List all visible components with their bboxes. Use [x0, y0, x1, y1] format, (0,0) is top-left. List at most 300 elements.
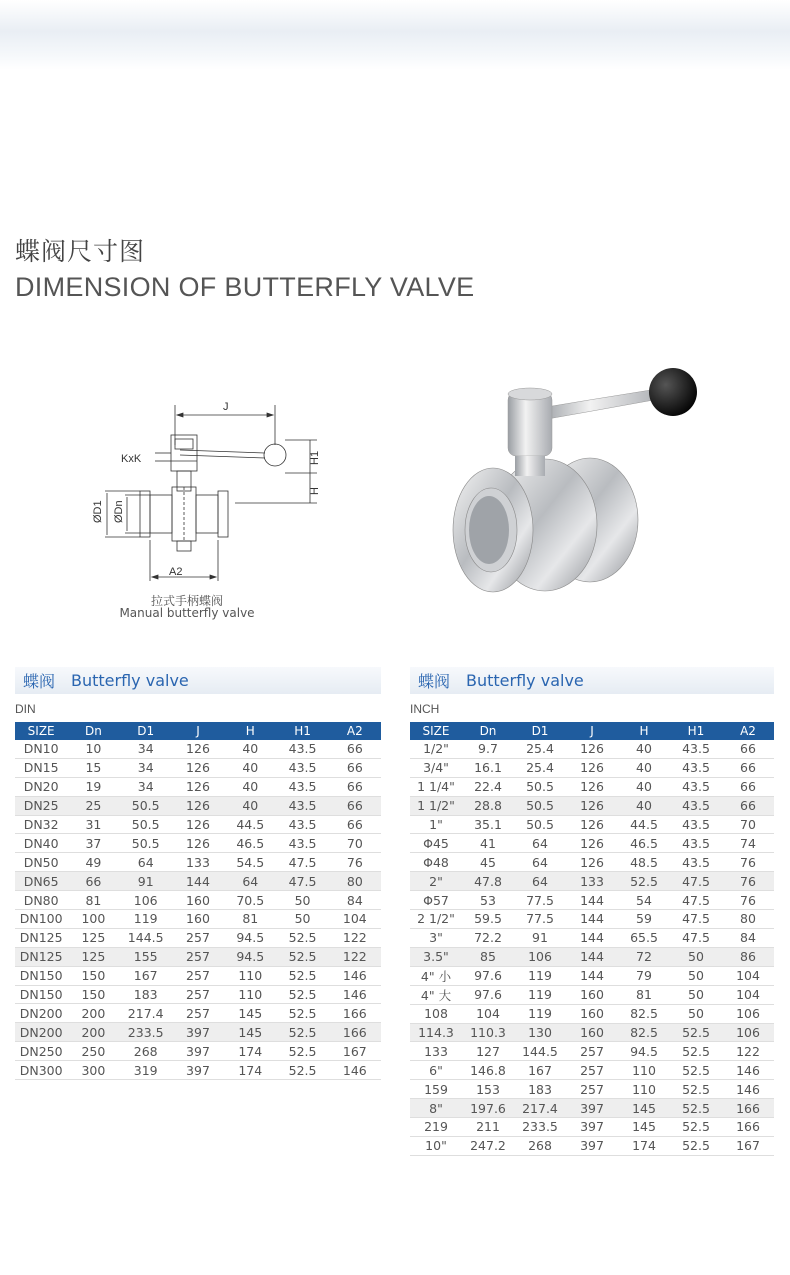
- din-dimension-table: [15, 722, 381, 1080]
- table-cell: 43.5: [670, 796, 722, 815]
- table-cell: DN125: [15, 947, 67, 966]
- table-cell: 66: [329, 777, 381, 796]
- table-cell: 268: [514, 1136, 566, 1155]
- table-cell: 167: [514, 1061, 566, 1080]
- table-cell: 52.5: [276, 966, 328, 985]
- table-cell: 72.2: [462, 928, 514, 947]
- table-cell: 397: [172, 1023, 224, 1042]
- table-row: [410, 947, 774, 966]
- table-cell: 50: [276, 910, 328, 929]
- table-cell: 6": [410, 1061, 462, 1080]
- table-cell: DN250: [15, 1042, 67, 1061]
- table-cell: 47.5: [276, 853, 328, 872]
- table-cell: 133: [410, 1042, 462, 1061]
- din-standard-label: DIN: [15, 702, 36, 716]
- table-cell: 44.5: [618, 815, 670, 834]
- inch-standard-label: INCH: [410, 702, 440, 716]
- table-row: [410, 1004, 774, 1023]
- table-cell: 106: [120, 891, 172, 910]
- table-cell: 46.5: [224, 834, 276, 853]
- table-cell: 50: [670, 985, 722, 1004]
- column-header: A2: [329, 722, 381, 740]
- table-cell: Φ48: [410, 853, 462, 872]
- table-cell: 66: [329, 815, 381, 834]
- table-cell: 16.1: [462, 758, 514, 777]
- table-cell: 110: [618, 1061, 670, 1080]
- table-cell: 122: [722, 1042, 774, 1061]
- table-row: [15, 796, 381, 815]
- column-header: D1: [514, 722, 566, 740]
- table-cell: 1/2": [410, 740, 462, 758]
- table-row: [410, 740, 774, 758]
- table-cell: 84: [329, 891, 381, 910]
- table-row: [410, 834, 774, 853]
- table-cell: 106: [722, 1004, 774, 1023]
- table-cell: 197.6: [462, 1099, 514, 1118]
- din-table-title-en: Butterfly valve: [71, 671, 189, 690]
- table-row: [410, 815, 774, 834]
- column-header: H1: [276, 722, 328, 740]
- top-banner: [0, 0, 790, 70]
- table-cell: 10": [410, 1136, 462, 1155]
- table-row: [410, 1099, 774, 1118]
- column-header: H: [618, 722, 670, 740]
- table-cell: 150: [67, 966, 119, 985]
- table-cell: 52.5: [670, 1136, 722, 1155]
- table-cell: 166: [329, 1023, 381, 1042]
- table-cell: 8": [410, 1099, 462, 1118]
- table-cell: 126: [172, 740, 224, 758]
- table-cell: 43.5: [276, 796, 328, 815]
- column-header: Dn: [462, 722, 514, 740]
- table-cell: 160: [566, 985, 618, 1004]
- table-cell: 144: [566, 947, 618, 966]
- table-row: [410, 1080, 774, 1099]
- table-cell: DN32: [15, 815, 67, 834]
- table-cell: 108: [410, 1004, 462, 1023]
- page-title-en: DIMENSION OF BUTTERFLY VALVE: [15, 272, 475, 302]
- table-cell: 126: [172, 777, 224, 796]
- column-header: Dn: [67, 722, 119, 740]
- table-cell: 40: [618, 796, 670, 815]
- table-cell: 119: [120, 910, 172, 929]
- table-cell: 80: [329, 872, 381, 891]
- table-cell: 126: [566, 740, 618, 758]
- table-cell: 145: [618, 1099, 670, 1118]
- table-cell: 52.5: [670, 1099, 722, 1118]
- table-row: [15, 853, 381, 872]
- table-cell: DN125: [15, 928, 67, 947]
- table-cell: 233.5: [120, 1023, 172, 1042]
- table-cell: 34: [120, 758, 172, 777]
- table-cell: 183: [514, 1080, 566, 1099]
- table-cell: 52.5: [276, 1042, 328, 1061]
- table-cell: 70.5: [224, 891, 276, 910]
- table-cell: 52.5: [276, 1023, 328, 1042]
- table-cell: 1 1/4": [410, 777, 462, 796]
- table-cell: 257: [172, 966, 224, 985]
- table-cell: 133: [566, 872, 618, 891]
- table-cell: 79: [618, 966, 670, 985]
- table-cell: 257: [566, 1061, 618, 1080]
- table-cell: 122: [329, 947, 381, 966]
- table-cell: 104: [329, 910, 381, 929]
- table-cell: 54.5: [224, 853, 276, 872]
- table-cell: 219: [410, 1118, 462, 1137]
- table-cell: 40: [618, 740, 670, 758]
- table-cell: 126: [566, 758, 618, 777]
- table-cell: 145: [224, 1023, 276, 1042]
- table-cell: 126: [566, 834, 618, 853]
- table-cell: 64: [514, 853, 566, 872]
- table-row: [410, 966, 774, 985]
- table-cell: 50.5: [120, 796, 172, 815]
- din-table-header: [15, 667, 381, 694]
- table-cell: 257: [172, 1004, 224, 1023]
- table-cell: DN200: [15, 1023, 67, 1042]
- table-cell: 144.5: [120, 928, 172, 947]
- table-cell: 160: [566, 1023, 618, 1042]
- table-cell: 257: [172, 947, 224, 966]
- table-cell: 91: [514, 928, 566, 947]
- table-row: [410, 928, 774, 947]
- table-cell: 43.5: [670, 740, 722, 758]
- table-cell: 43.5: [670, 777, 722, 796]
- table-row: [410, 872, 774, 891]
- table-cell: DN10: [15, 740, 67, 758]
- table-row: [410, 910, 774, 929]
- table-cell: 110: [224, 966, 276, 985]
- table-cell: 257: [566, 1042, 618, 1061]
- table-cell: 146: [329, 1061, 381, 1080]
- table-cell: 2 1/2": [410, 910, 462, 929]
- table-cell: 31: [67, 815, 119, 834]
- table-cell: 144: [566, 966, 618, 985]
- table-cell: 66: [329, 758, 381, 777]
- table-row: [15, 815, 381, 834]
- dim-label-h: H: [309, 487, 321, 495]
- table-row: [410, 777, 774, 796]
- table-cell: 28.8: [462, 796, 514, 815]
- table-cell: 160: [172, 891, 224, 910]
- table-cell: 397: [566, 1118, 618, 1137]
- table-row: [410, 758, 774, 777]
- table-cell: 126: [172, 796, 224, 815]
- table-cell: 43.5: [276, 740, 328, 758]
- din-table-title-cn: 蝶阀: [23, 672, 56, 691]
- table-cell: 127: [462, 1042, 514, 1061]
- table-cell: 52.5: [276, 947, 328, 966]
- diagram-caption-cn: 拉式手柄蝶阀: [150, 594, 223, 608]
- table-row: [15, 1061, 381, 1080]
- table-cell: 130: [514, 1023, 566, 1042]
- table-row: [410, 985, 774, 1004]
- table-cell: 43.5: [670, 758, 722, 777]
- table-cell: 52.5: [670, 1042, 722, 1061]
- table-cell: 126: [172, 758, 224, 777]
- table-cell: 2": [410, 872, 462, 891]
- table-cell: DN25: [15, 796, 67, 815]
- table-cell: 52.5: [670, 1023, 722, 1042]
- table-cell: 217.4: [514, 1099, 566, 1118]
- table-cell: 40: [224, 796, 276, 815]
- table-cell: 319: [120, 1061, 172, 1080]
- table-cell: 84: [722, 928, 774, 947]
- table-cell: 15: [67, 758, 119, 777]
- table-cell: 217.4: [120, 1004, 172, 1023]
- table-cell: 52.5: [670, 1118, 722, 1137]
- dim-label-h1: H1: [309, 450, 321, 465]
- table-cell: 250: [67, 1042, 119, 1061]
- table-row: [410, 853, 774, 872]
- table-cell: 47.5: [670, 872, 722, 891]
- table-cell: 64: [514, 834, 566, 853]
- table-cell: 4" 大: [410, 985, 462, 1004]
- table-cell: 66: [722, 758, 774, 777]
- table-cell: 66: [67, 872, 119, 891]
- table-cell: 82.5: [618, 1004, 670, 1023]
- table-cell: 1 1/2": [410, 796, 462, 815]
- table-cell: DN80: [15, 891, 67, 910]
- table-row: [410, 796, 774, 815]
- table-row: [15, 1042, 381, 1061]
- table-cell: 82.5: [618, 1023, 670, 1042]
- table-cell: 126: [566, 796, 618, 815]
- inch-table-header: [410, 667, 774, 694]
- table-cell: 146: [329, 966, 381, 985]
- table-cell: Φ45: [410, 834, 462, 853]
- table-cell: 43.5: [670, 853, 722, 872]
- table-row: [410, 1042, 774, 1061]
- table-cell: 70: [722, 815, 774, 834]
- table-cell: 47.5: [670, 891, 722, 910]
- table-cell: 53: [462, 891, 514, 910]
- table-cell: 64: [120, 853, 172, 872]
- table-cell: 146: [722, 1080, 774, 1099]
- table-cell: 97.6: [462, 985, 514, 1004]
- table-cell: 200: [67, 1004, 119, 1023]
- table-cell: 59.5: [462, 910, 514, 929]
- table-cell: 77.5: [514, 910, 566, 929]
- table-cell: 76: [722, 891, 774, 910]
- table-cell: 47.5: [670, 910, 722, 929]
- table-cell: 76: [722, 872, 774, 891]
- dim-label-d1: ØD1: [92, 500, 104, 523]
- table-cell: 74: [722, 834, 774, 853]
- column-header: J: [172, 722, 224, 740]
- table-row: [410, 1118, 774, 1137]
- table-cell: 397: [566, 1136, 618, 1155]
- table-cell: 52.5: [276, 928, 328, 947]
- table-cell: 146: [329, 985, 381, 1004]
- column-header: H: [224, 722, 276, 740]
- table-row: [15, 985, 381, 1004]
- table-cell: 233.5: [514, 1118, 566, 1137]
- table-cell: 43.5: [276, 815, 328, 834]
- table-cell: 43.5: [276, 758, 328, 777]
- table-cell: DN15: [15, 758, 67, 777]
- table-cell: 167: [722, 1136, 774, 1155]
- table-cell: 133: [172, 853, 224, 872]
- table-cell: 126: [566, 853, 618, 872]
- table-row: [15, 891, 381, 910]
- table-cell: 119: [514, 985, 566, 1004]
- table-cell: 159: [410, 1080, 462, 1099]
- table-cell: 200: [67, 1023, 119, 1042]
- inch-dimension-table: [410, 722, 774, 1156]
- table-cell: 300: [67, 1061, 119, 1080]
- table-cell: 144.5: [514, 1042, 566, 1061]
- table-cell: 268: [120, 1042, 172, 1061]
- table-cell: 104: [722, 985, 774, 1004]
- table-row: [15, 1004, 381, 1023]
- table-cell: 35.1: [462, 815, 514, 834]
- table-cell: 52.5: [670, 1080, 722, 1099]
- table-cell: 50.5: [514, 777, 566, 796]
- table-cell: 81: [618, 985, 670, 1004]
- table-cell: 47.5: [276, 872, 328, 891]
- table-row: [410, 891, 774, 910]
- table-cell: 50.5: [514, 796, 566, 815]
- table-cell: 48.5: [618, 853, 670, 872]
- table-cell: 66: [329, 740, 381, 758]
- table-cell: 44.5: [224, 815, 276, 834]
- table-row: [15, 966, 381, 985]
- table-row: [15, 834, 381, 853]
- page-title-cn: 蝶阀尺寸图: [15, 237, 146, 266]
- table-row: [15, 1023, 381, 1042]
- table-cell: 247.2: [462, 1136, 514, 1155]
- column-header: J: [566, 722, 618, 740]
- table-cell: 54: [618, 891, 670, 910]
- table-cell: 122: [329, 928, 381, 947]
- table-cell: 43.5: [276, 777, 328, 796]
- table-cell: 4" 小: [410, 966, 462, 985]
- table-cell: 397: [566, 1099, 618, 1118]
- table-cell: 106: [722, 1023, 774, 1042]
- table-cell: 41: [462, 834, 514, 853]
- table-cell: 150: [67, 985, 119, 1004]
- table-row: [15, 872, 381, 891]
- table-cell: 167: [120, 966, 172, 985]
- table-cell: 110: [618, 1080, 670, 1099]
- table-cell: 166: [722, 1099, 774, 1118]
- table-cell: 40: [224, 740, 276, 758]
- table-cell: 126: [566, 815, 618, 834]
- table-cell: 52.5: [276, 985, 328, 1004]
- column-header: SIZE: [15, 722, 67, 740]
- table-cell: 9.7: [462, 740, 514, 758]
- table-cell: 106: [514, 947, 566, 966]
- table-cell: 34: [120, 777, 172, 796]
- table-cell: 52.5: [670, 1061, 722, 1080]
- table-row: [15, 758, 381, 777]
- table-cell: DN40: [15, 834, 67, 853]
- table-cell: 145: [224, 1004, 276, 1023]
- table-row: [15, 777, 381, 796]
- table-cell: 160: [566, 1004, 618, 1023]
- table-cell: 110.3: [462, 1023, 514, 1042]
- table-cell: 50: [670, 966, 722, 985]
- table-cell: 119: [514, 966, 566, 985]
- table-cell: 144: [566, 891, 618, 910]
- table-cell: 126: [172, 815, 224, 834]
- din-table-block: [15, 667, 381, 1080]
- table-cell: 76: [722, 853, 774, 872]
- table-cell: 91: [120, 872, 172, 891]
- table-cell: DN150: [15, 985, 67, 1004]
- table-cell: 52.5: [618, 872, 670, 891]
- table-cell: 397: [172, 1061, 224, 1080]
- table-row: [410, 1023, 774, 1042]
- inch-table-title-cn: 蝶阀: [418, 672, 451, 691]
- table-cell: 66: [722, 740, 774, 758]
- table-cell: 3/4": [410, 758, 462, 777]
- table-cell: 25.4: [514, 758, 566, 777]
- table-cell: 46.5: [618, 834, 670, 853]
- inch-table-block: [410, 667, 774, 1156]
- butterfly-valve-photo: [445, 360, 715, 600]
- table-cell: 126: [172, 834, 224, 853]
- table-cell: 49: [67, 853, 119, 872]
- table-cell: 104: [462, 1004, 514, 1023]
- table-cell: 144: [566, 928, 618, 947]
- table-cell: 94.5: [224, 928, 276, 947]
- valve-dimension-drawing: [85, 395, 325, 625]
- table-cell: 25: [67, 796, 119, 815]
- table-row: [15, 910, 381, 929]
- table-cell: 50.5: [120, 815, 172, 834]
- table-row: [410, 1061, 774, 1080]
- table-cell: 146: [722, 1061, 774, 1080]
- table-cell: 126: [566, 777, 618, 796]
- table-cell: 153: [462, 1080, 514, 1099]
- dim-label-a2: A2: [169, 566, 183, 578]
- table-row: [15, 740, 381, 758]
- table-cell: 66: [722, 777, 774, 796]
- table-cell: 50.5: [514, 815, 566, 834]
- table-cell: 64: [514, 872, 566, 891]
- table-cell: 166: [329, 1004, 381, 1023]
- table-cell: 43.5: [670, 815, 722, 834]
- table-cell: DN50: [15, 853, 67, 872]
- table-cell: 167: [329, 1042, 381, 1061]
- table-cell: 145: [618, 1118, 670, 1137]
- table-cell: 47.5: [670, 928, 722, 947]
- table-cell: 81: [224, 910, 276, 929]
- table-cell: 104: [722, 966, 774, 985]
- table-cell: 45: [462, 853, 514, 872]
- table-cell: 40: [618, 758, 670, 777]
- table-cell: 43.5: [276, 834, 328, 853]
- table-cell: 174: [224, 1061, 276, 1080]
- table-cell: 47.8: [462, 872, 514, 891]
- table-cell: 37: [67, 834, 119, 853]
- table-cell: 119: [514, 1004, 566, 1023]
- table-cell: 40: [224, 758, 276, 777]
- table-cell: 50: [276, 891, 328, 910]
- column-header: SIZE: [410, 722, 462, 740]
- table-cell: 3": [410, 928, 462, 947]
- table-cell: 25.4: [514, 740, 566, 758]
- table-cell: 174: [224, 1042, 276, 1061]
- table-cell: 144: [566, 910, 618, 929]
- table-cell: 94.5: [224, 947, 276, 966]
- table-cell: 110: [224, 985, 276, 1004]
- column-header: D1: [120, 722, 172, 740]
- table-cell: 144: [172, 872, 224, 891]
- table-cell: 160: [172, 910, 224, 929]
